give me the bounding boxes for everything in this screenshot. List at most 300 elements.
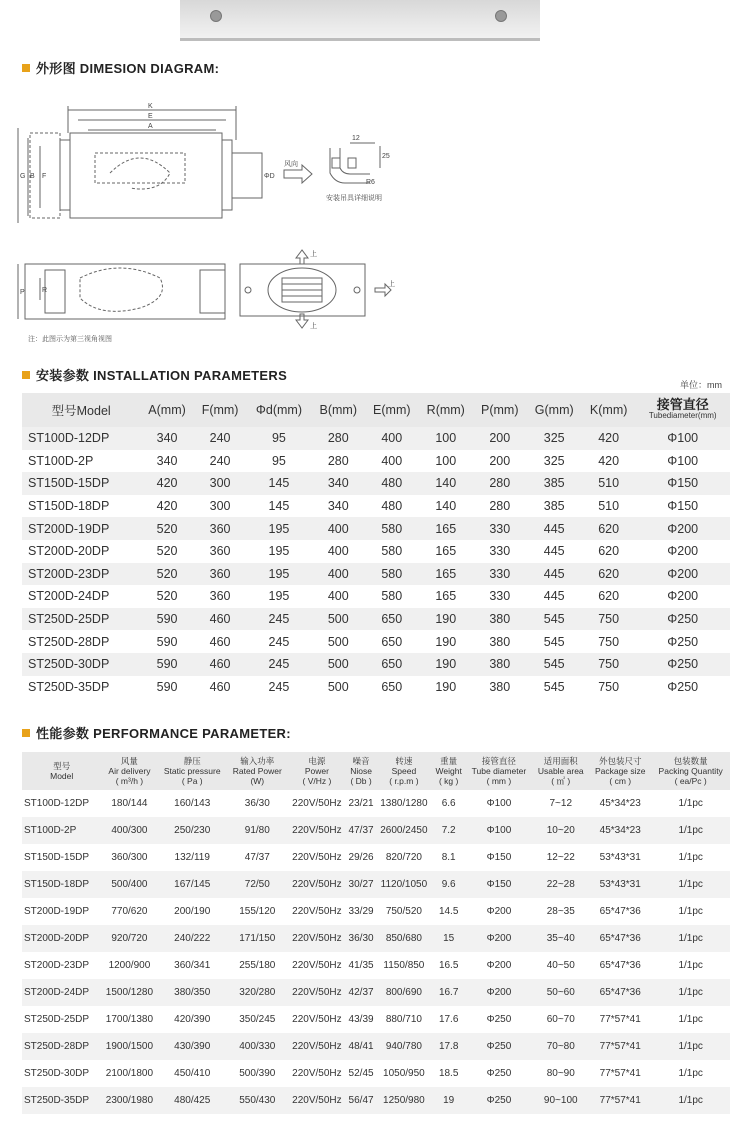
table-cell: 17.6 <box>432 1006 466 1033</box>
header-line: ( kg ) <box>438 776 459 786</box>
dim-label-k: K <box>148 103 153 110</box>
table-cell: 190 <box>419 608 473 631</box>
table-row <box>22 979 730 1006</box>
table-cell: Φ100 <box>465 817 532 844</box>
table-cell: 1500/1280 <box>101 979 157 1006</box>
table-cell: 340 <box>312 495 366 518</box>
table-cell: 400 <box>312 517 366 540</box>
header-line: ( Pa ) <box>181 776 203 786</box>
header-line: Model <box>50 771 74 781</box>
table-cell: 100 <box>419 427 473 450</box>
table-cell: 140 <box>419 495 473 518</box>
table-cell: 545 <box>527 676 582 699</box>
table-cell: 43/39 <box>346 1006 376 1033</box>
table-cell: Φ250 <box>465 1087 532 1114</box>
table-cell: 155/120 <box>227 898 288 925</box>
table-cell: 400/330 <box>227 1033 288 1060</box>
table-cell: 340 <box>140 427 194 450</box>
table-cell: 28~35 <box>532 898 589 925</box>
table-cell: 300 <box>194 472 247 495</box>
table-cell: 10~20 <box>532 817 589 844</box>
table-cell: 750 <box>582 630 636 653</box>
table-cell: 200 <box>473 450 527 473</box>
model-cell: ST250D-30DP <box>22 653 140 676</box>
table-cell: Φ100 <box>635 450 730 473</box>
column-header: R(mm) <box>419 393 473 427</box>
table-cell: 2300/1980 <box>101 1087 157 1114</box>
table-cell: 23/21 <box>346 790 376 817</box>
table-cell: 450/410 <box>157 1060 227 1087</box>
table-cell: Φ250 <box>465 1006 532 1033</box>
table-row <box>22 585 730 608</box>
header-line: ( Db ) <box>350 776 372 786</box>
column-header <box>22 752 101 790</box>
table-cell: 480/425 <box>157 1087 227 1114</box>
table-cell: 340 <box>140 450 194 473</box>
detail-dim-25: 25 <box>382 153 390 160</box>
table-header-row <box>22 393 730 427</box>
table-cell: 200 <box>473 427 527 450</box>
table-cell: 245 <box>246 676 311 699</box>
table-cell: 420/390 <box>157 1006 227 1033</box>
table-cell: Φ200 <box>465 952 532 979</box>
table-cell: 620 <box>582 585 636 608</box>
dim-label-f: F <box>42 173 47 180</box>
table-cell: 580 <box>365 585 419 608</box>
header-line: Usable area <box>537 766 584 776</box>
table-cell: 72/50 <box>227 871 288 898</box>
table-cell: Φ250 <box>635 630 730 653</box>
table-cell: 19 <box>432 1087 466 1114</box>
table-row <box>22 844 730 871</box>
table-cell: 325 <box>527 450 582 473</box>
header-line: 包装数量 <box>673 756 708 766</box>
header-line: ( r.p.m ) <box>389 776 419 786</box>
table-cell: 220V/50Hz <box>288 790 347 817</box>
table-cell: 1/1pc <box>651 979 730 1006</box>
table-cell: 360 <box>194 540 247 563</box>
table-cell: 360 <box>194 585 247 608</box>
table-cell: 420 <box>582 427 636 450</box>
model-cell: ST250D-35DP <box>22 676 140 699</box>
table-cell: 29/26 <box>346 844 376 871</box>
table-cell: 550/430 <box>227 1087 288 1114</box>
dim-label-p: P <box>20 289 25 296</box>
table-cell: 77*57*41 <box>589 1087 651 1114</box>
table-cell: 65*47*36 <box>589 898 651 925</box>
table-cell: 14.5 <box>432 898 466 925</box>
table-cell: Φ150 <box>635 495 730 518</box>
dimension-drawing <box>0 78 750 358</box>
table-cell: 145 <box>246 495 311 518</box>
header-line: 型号 <box>53 761 71 771</box>
table-cell: 165 <box>419 585 473 608</box>
table-cell: 420 <box>140 472 194 495</box>
dim-label-a: A <box>148 123 153 130</box>
table-cell: 36/30 <box>227 790 288 817</box>
dim-label-b: B <box>30 173 35 180</box>
table-cell: 190 <box>419 630 473 653</box>
bolt-icon <box>495 10 507 22</box>
model-cell: ST250D-25DP <box>22 608 140 631</box>
model-cell: ST150D-18DP <box>22 871 101 898</box>
table-cell: 1900/1500 <box>101 1033 157 1060</box>
table-row <box>22 630 730 653</box>
table-cell: Φ150 <box>465 871 532 898</box>
table-cell: 545 <box>527 653 582 676</box>
header-line: ( ㎡ ) <box>551 776 571 786</box>
section-title-performance: 性能参数 PERFORMANCE PARAMETER: <box>22 723 291 742</box>
table-cell: 880/710 <box>376 1006 432 1033</box>
table-cell: 190 <box>419 676 473 699</box>
table-row <box>22 495 730 518</box>
column-header <box>288 752 347 790</box>
table-cell: 180/144 <box>101 790 157 817</box>
model-cell: ST150D-18DP <box>22 495 140 518</box>
model-cell: ST200D-19DP <box>22 898 101 925</box>
table-cell: 60~70 <box>532 1006 589 1033</box>
table-cell: 750 <box>582 676 636 699</box>
table-cell: 360/300 <box>101 844 157 871</box>
table-row <box>22 1006 730 1033</box>
table-cell: 65*47*36 <box>589 925 651 952</box>
table-cell: 167/145 <box>157 871 227 898</box>
table-cell: Φ250 <box>635 676 730 699</box>
table-cell: 30/27 <box>346 871 376 898</box>
table-cell: Φ200 <box>635 540 730 563</box>
model-cell: ST250D-35DP <box>22 1087 101 1114</box>
table-cell: 1/1pc <box>651 1087 730 1114</box>
column-header: A(mm) <box>140 393 194 427</box>
table-row <box>22 608 730 631</box>
table-cell: 36/30 <box>346 925 376 952</box>
table-cell: 1/1pc <box>651 817 730 844</box>
table-cell: 500 <box>312 630 366 653</box>
table-cell: Φ250 <box>465 1060 532 1087</box>
table-cell: Φ250 <box>465 1033 532 1060</box>
table-cell: 340 <box>312 472 366 495</box>
header-line: Power <box>304 766 329 776</box>
table-cell: 77*57*41 <box>589 1060 651 1087</box>
table-cell: 500/400 <box>101 871 157 898</box>
header-line: Tube diameter <box>471 766 527 776</box>
table-cell: 580 <box>365 563 419 586</box>
table-cell: Φ100 <box>465 790 532 817</box>
table-cell: 520 <box>140 585 194 608</box>
table-row <box>22 790 730 817</box>
table-row <box>22 472 730 495</box>
table-cell: 480 <box>365 472 419 495</box>
performance-table <box>22 752 730 1114</box>
model-cell: ST200D-20DP <box>22 540 140 563</box>
table-cell: 41/35 <box>346 952 376 979</box>
model-cell: ST200D-23DP <box>22 952 101 979</box>
table-cell: 240/222 <box>157 925 227 952</box>
table-cell: 70~80 <box>532 1033 589 1060</box>
table-cell: 160/143 <box>157 790 227 817</box>
header-line: ( ea/Pc ) <box>674 776 707 786</box>
table-cell: 91/80 <box>227 817 288 844</box>
column-header <box>346 752 376 790</box>
table-cell: 1120/1050 <box>376 871 432 898</box>
model-cell: ST150D-15DP <box>22 844 101 871</box>
table-cell: 2100/1800 <box>101 1060 157 1087</box>
table-cell: 520 <box>140 540 194 563</box>
header-line: Niose <box>350 766 372 776</box>
table-cell: 100 <box>419 450 473 473</box>
table-cell: 165 <box>419 517 473 540</box>
product-photo-strip <box>180 0 540 41</box>
table-cell: 220V/50Hz <box>288 1060 347 1087</box>
header-line: 外包装尺寸 <box>598 756 642 766</box>
column-header: F(mm) <box>194 393 247 427</box>
header-line: ( V/Hz ) <box>302 776 332 786</box>
table-cell: 220V/50Hz <box>288 1033 347 1060</box>
bullet-square-icon <box>22 64 30 72</box>
table-row <box>22 871 730 898</box>
fan-box-outline <box>70 133 222 218</box>
table-cell: 650 <box>365 608 419 631</box>
model-cell: ST100D-2P <box>22 450 140 473</box>
table-cell: 53*43*31 <box>589 871 651 898</box>
table-cell: 42/37 <box>346 979 376 1006</box>
table-cell: 47/37 <box>346 817 376 844</box>
table-cell: 620 <box>582 563 636 586</box>
table-cell: 280 <box>312 427 366 450</box>
header-line: 转速 <box>395 756 413 766</box>
table-cell: 350/245 <box>227 1006 288 1033</box>
column-header: G(mm) <box>527 393 582 427</box>
table-cell: 195 <box>246 563 311 586</box>
table-row <box>22 1060 730 1087</box>
table-cell: 220V/50Hz <box>288 1006 347 1033</box>
table-cell: 580 <box>365 540 419 563</box>
model-cell: ST250D-25DP <box>22 1006 101 1033</box>
column-header <box>157 752 227 790</box>
model-cell: ST250D-28DP <box>22 1033 101 1060</box>
table-row <box>22 898 730 925</box>
table-cell: 770/620 <box>101 898 157 925</box>
header-line: 适用面积 <box>543 756 578 766</box>
table-cell: 590 <box>140 608 194 631</box>
section-title-diagram: 外形图 DIMESION DIAGRAM: <box>22 58 219 77</box>
table-cell: 45*34*23 <box>589 817 651 844</box>
table-cell: Φ250 <box>635 608 730 631</box>
table-cell: 445 <box>527 517 582 540</box>
table-header-row <box>22 752 730 790</box>
dimension-diagram <box>0 78 750 358</box>
table-cell: 400 <box>312 563 366 586</box>
table-cell: 360/341 <box>157 952 227 979</box>
header-line: Static pressure <box>163 766 221 776</box>
table-cell: 77*57*41 <box>589 1006 651 1033</box>
table-cell: 300 <box>194 495 247 518</box>
table-cell: 16.7 <box>432 979 466 1006</box>
table-cell: Φ200 <box>635 517 730 540</box>
table-cell: 220V/50Hz <box>288 952 347 979</box>
table-cell: 48/41 <box>346 1033 376 1060</box>
table-cell: 1200/900 <box>101 952 157 979</box>
header-en: Tubediameter(mm) <box>648 411 717 420</box>
header-line: 输入功率 <box>240 756 275 766</box>
table-cell: 245 <box>246 608 311 631</box>
table-cell: Φ250 <box>635 653 730 676</box>
header-line: Rated Power <box>232 766 282 776</box>
table-cell: Φ150 <box>635 472 730 495</box>
header-line: Package size <box>594 766 646 776</box>
column-header <box>465 752 532 790</box>
table-cell: 220V/50Hz <box>288 844 347 871</box>
table-cell: 320/280 <box>227 979 288 1006</box>
table-cell: 65*47*36 <box>589 979 651 1006</box>
table-cell: 460 <box>194 630 247 653</box>
table-cell: 220V/50Hz <box>288 871 347 898</box>
airflow-label: 风向 <box>284 161 298 168</box>
table-cell: 56/47 <box>346 1087 376 1114</box>
column-header-tube <box>635 393 730 427</box>
table-cell: 400/300 <box>101 817 157 844</box>
table-cell: 420 <box>582 450 636 473</box>
table-cell: 380/350 <box>157 979 227 1006</box>
table-cell: 1/1pc <box>651 1006 730 1033</box>
table-cell: 800/690 <box>376 979 432 1006</box>
table-cell: 7.2 <box>432 817 466 844</box>
table-cell: 380 <box>473 630 527 653</box>
table-cell: 132/119 <box>157 844 227 871</box>
table-cell: 190 <box>419 653 473 676</box>
header-line: 静压 <box>183 756 201 766</box>
installation-table <box>22 393 730 698</box>
table-cell: 171/150 <box>227 925 288 952</box>
up-label-top: 上 <box>310 251 317 258</box>
detail-dim-r6: R6 <box>366 179 375 186</box>
table-row <box>22 1033 730 1060</box>
column-header <box>101 752 157 790</box>
table-cell: 65*47*36 <box>589 952 651 979</box>
table-row <box>22 540 730 563</box>
table-cell: 820/720 <box>376 844 432 871</box>
table-row <box>22 517 730 540</box>
table-cell: 16.5 <box>432 952 466 979</box>
table-cell: 400 <box>365 450 419 473</box>
table-cell: 325 <box>527 427 582 450</box>
model-cell: ST200D-19DP <box>22 517 140 540</box>
table-cell: 380 <box>473 608 527 631</box>
table-row <box>22 563 730 586</box>
table-cell: 165 <box>419 540 473 563</box>
table-cell: 1/1pc <box>651 898 730 925</box>
bullet-square-icon <box>22 371 30 379</box>
table-cell: 360 <box>194 563 247 586</box>
column-header <box>432 752 466 790</box>
table-cell: 650 <box>365 653 419 676</box>
header-line: 电源 <box>308 756 326 766</box>
table-cell: 40~50 <box>532 952 589 979</box>
table-cell: 15 <box>432 925 466 952</box>
model-cell: ST100D-2P <box>22 817 101 844</box>
table-cell: 590 <box>140 653 194 676</box>
column-header <box>376 752 432 790</box>
table-cell: 380 <box>473 676 527 699</box>
table-cell: 1/1pc <box>651 871 730 898</box>
table-cell: 580 <box>365 517 419 540</box>
column-header: Φd(mm) <box>246 393 311 427</box>
table-cell: 195 <box>246 517 311 540</box>
table-cell: 1380/1280 <box>376 790 432 817</box>
table-cell: 360 <box>194 517 247 540</box>
column-header <box>532 752 589 790</box>
table-cell: 330 <box>473 563 527 586</box>
dim-label-e: E <box>148 113 153 120</box>
model-cell: ST100D-12DP <box>22 427 140 450</box>
model-cell: ST150D-15DP <box>22 472 140 495</box>
section-title-installation: 安装参数 INSTALLATION PARAMETERS <box>22 365 287 384</box>
table-cell: 145 <box>246 472 311 495</box>
table-cell: 510 <box>582 495 636 518</box>
table-cell: 195 <box>246 540 311 563</box>
table-cell: 1/1pc <box>651 1060 730 1087</box>
table-cell: 620 <box>582 540 636 563</box>
table-cell: Φ200 <box>465 925 532 952</box>
table-cell: 1050/950 <box>376 1060 432 1087</box>
table-cell: 8.1 <box>432 844 466 871</box>
header-line: 重量 <box>440 756 458 766</box>
table-cell: 460 <box>194 608 247 631</box>
table-cell: 220V/50Hz <box>288 979 347 1006</box>
table-cell: 77*57*41 <box>589 1033 651 1060</box>
table-cell: 330 <box>473 585 527 608</box>
table-cell: 750 <box>582 653 636 676</box>
model-cell: ST200D-24DP <box>22 585 140 608</box>
dim-label-phi-d: ΦD <box>264 173 275 180</box>
table-cell: 35~40 <box>532 925 589 952</box>
column-header: 型号Model <box>22 393 140 427</box>
up-label-right: 上 <box>388 281 395 288</box>
up-label-bottom: 上 <box>310 323 317 330</box>
table-cell: 7~12 <box>532 790 589 817</box>
table-cell: 445 <box>527 540 582 563</box>
table-cell: 9.6 <box>432 871 466 898</box>
table-cell: 400 <box>312 585 366 608</box>
table-cell: 200/190 <box>157 898 227 925</box>
detail-dim-12: 12 <box>352 135 360 142</box>
table-cell: 400 <box>365 427 419 450</box>
header-line: 接管直径 <box>481 756 516 766</box>
table-cell: 33/29 <box>346 898 376 925</box>
table-cell: 95 <box>246 427 311 450</box>
header-cn: 接管直径 <box>656 397 709 412</box>
bullet-square-icon <box>22 729 30 737</box>
table-cell: 245 <box>246 630 311 653</box>
table-cell: 520 <box>140 517 194 540</box>
table-cell: 250/230 <box>157 817 227 844</box>
table-cell: 500 <box>312 653 366 676</box>
table-cell: 330 <box>473 517 527 540</box>
column-header <box>651 752 730 790</box>
table-cell: 1/1pc <box>651 925 730 952</box>
table-cell: 17.8 <box>432 1033 466 1060</box>
unit-label: 单位：mm <box>680 380 722 390</box>
table-cell: 80~90 <box>532 1060 589 1087</box>
table-cell: 850/680 <box>376 925 432 952</box>
column-header: K(mm) <box>582 393 636 427</box>
table-cell: 545 <box>527 630 582 653</box>
table-cell: 480 <box>365 495 419 518</box>
table-row <box>22 653 730 676</box>
table-row <box>22 1087 730 1114</box>
table-cell: 500 <box>312 608 366 631</box>
table-cell: 940/780 <box>376 1033 432 1060</box>
